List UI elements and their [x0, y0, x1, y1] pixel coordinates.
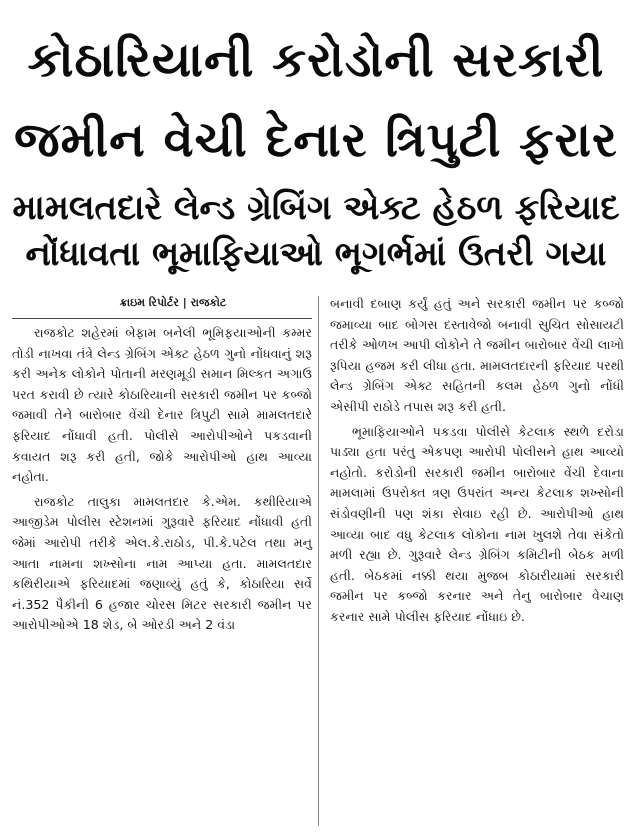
byline: ક્રાઇમ રિપોર્ટર | રાજકોટ	[12, 294, 312, 319]
headline-line-1: કોઠારિયાની કરોડોની સરકારી	[27, 32, 605, 88]
article-paragraph: ભૂમાફિયાઓને પકડવા પોલીસે કેટલાક સ્થળે દરોડા પાડ્યા હતા પરંતુ એકપણ આરોપી પોલીસને હાથ આવ્યો નહોતો. કરોડોની સરકારી જમીન બારોબાર વેંચી દેવાના મામલામાં ઉપરોક્ત ત્રણ ઉપરાંત અન્ય કેટલાક શખ્સોની સંડોવણીની પણ શંકા સેવાઇ રહી છે. આરોપીઓ હાથ આવ્યા બાદ વધુ કેટલાક લોકોના નામ ખુલશે તેવા સંકેતો મળી રહ્યા છે. ગુરૂવારે લેન્ડ ગ્રેબિંગ કમિટીની બેઠક મળી હતી. બેઠકમાં નક્કી થયા મુજબ કોઠારીયામાં સરકારી જમીન પર કબ્જો કરનાર અને તેનુ બારોબાર વેચાણ કરનાર સામે પોલીસ ફરિયાદ નોંધાઇ છે.	[330, 423, 624, 624]
article-column-right	[330, 294, 624, 632]
article-column-left	[12, 294, 312, 640]
article-paragraph: રાજકોટ તાલુકા મામલતદાર કે.એમ. કથીરિયાએ આજીડેમ પોલીસ સ્ટેશનમાં ગુરૂવારે ફરિયાદ નોંધાવી હતી જેમાં આરોપી તરીકે એલ.કે.રાઠોડ, પી.કે.પટેલ તથા મનુ આતા નામના શખ્સોના નામ આપ્યા હતા. મામલતદાર કથિરીયાએ ફરિયાદમાં જણાવ્યું હતું કે, કોઠારિયા સર્વે નં.352 પૈકીની 6 હજાર ચોરસ મિટર સરકારી જમીન પર આરોપીઓએ 18 શેડ, બે ઓરડી અને 2 વંડા	[12, 493, 312, 633]
subheadline-line-1: મામલતદારે લેન્ડ ગ્રેબિંગ એક્ટ હેઠળ ફરિયાદ	[12, 188, 620, 228]
article-paragraph: બનાવી દબાણ કર્યું હતું અને સરકારી જમીન પર કબ્જો જમાવ્યા બાદ બોગસ દસ્તાવેજો બનાવી સુચિત સોસાયટી તરીકે ઓળખ આપી લોકોને તે જમીન બારોબાર વેંચી લાખો રૂપિયા હજમ કરી લીધા હતા. મામલતદારની ફરિયાદ પરથી લેન્ડ ગ્રેબિંગ એક્ટ સહિતની કલમ હેઠળ ગુનો નોંધી એસીપી રાઠોડે તપાસ શરૂ કરી હતી.	[330, 296, 624, 414]
headline-line-2: જમીન વેચી દેનાર ત્રિપુટી ફરાર	[14, 112, 618, 168]
column-divider	[318, 296, 319, 826]
article-paragraph: રાજકોટ શહેરમાં બેફામ બનેલી ભૂમિફયાઓની કમ્મર તોડી નાખવા તંત્રે લેન્ડ ગ્રેબિંગ એક્ટ હેઠળ ગુનો નોંધવાનું શરૂ કરી અનેક લોકોને પોતાની મરણમૂડી સમાન મિલ્કત અગાઉ પરત કરાવી છે ત્યારે કોઠારિયાની સરકારી જમીન પર કબ્જો જમાવી તેને બારોબાર વેંચી દેનાર ત્રિપુટી સામે મામલતદારે ફરિયાદ નોંધાવી હતી. પોલીસે આરોપીઓને પકડવાની કવાયત શરૂ કરી હતી, જોકે આરોપીઓ હાથ આવ્યા નહોતા.	[12, 325, 312, 485]
subheadline-line-2: નોંધાવતા ભૂમાફિયાઓ ભૂગર્ભમાં ઉતરી ગયા	[25, 234, 607, 274]
